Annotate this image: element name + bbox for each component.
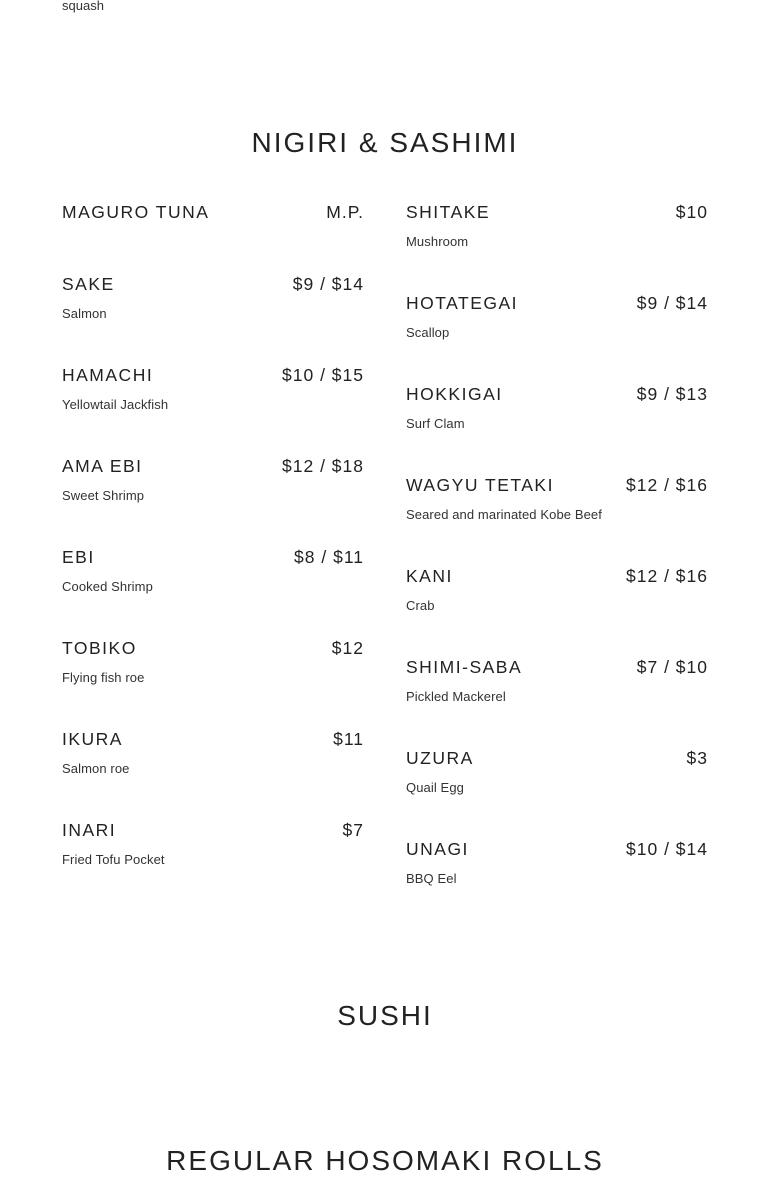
item-name: MAGURO TUNA	[62, 202, 210, 222]
item-name: WAGYU TETAKI	[406, 475, 554, 495]
item-name: UZURA	[406, 748, 474, 768]
section-title-sushi: SUSHI	[337, 1000, 433, 1031]
item-description: Scallop	[406, 325, 450, 340]
item-price: $12 / $16	[626, 566, 708, 586]
menu-column-right	[406, 202, 708, 930]
item-price: $12 / $18	[282, 456, 364, 476]
item-description: Cooked Shrimp	[62, 579, 153, 594]
item-price: $9 / $13	[636, 384, 708, 404]
menu-item	[406, 748, 708, 839]
item-description: Crab	[406, 598, 435, 613]
item-description: Salmon roe	[62, 761, 130, 776]
item-description: Seared and marinated Kobe Beef	[406, 507, 602, 522]
item-description: Quail Egg	[406, 780, 464, 795]
menu-item	[406, 293, 708, 384]
item-name: AMA EBI	[62, 456, 143, 476]
section-title-hosomaki: REGULAR HOSOMAKI ROLLS	[166, 1145, 604, 1176]
item-description: Sweet Shrimp	[62, 488, 145, 503]
item-name: HOTATEGAI	[406, 293, 519, 313]
item-price: M.P.	[326, 202, 364, 222]
item-name: TOBIKO	[62, 638, 137, 658]
item-description: Yellowtail Jackfish	[62, 397, 169, 412]
item-price: $10 / $14	[626, 839, 708, 859]
item-description: Pickled Mackerel	[406, 689, 506, 704]
item-price: $12 / $16	[626, 475, 708, 495]
item-price: $12	[331, 638, 364, 658]
item-price: $10	[675, 202, 708, 222]
item-description: Fried Tofu Pocket	[62, 852, 165, 867]
menu-item	[406, 384, 708, 475]
menu-item	[406, 475, 708, 566]
item-name: HAMACHI	[62, 365, 154, 385]
menu-item	[62, 547, 364, 638]
item-name: KANI	[406, 566, 453, 586]
menu-item	[62, 274, 364, 365]
item-price: $11	[333, 729, 364, 749]
item-price: $9 / $14	[292, 274, 364, 294]
menu-item	[62, 202, 364, 274]
item-name: HOKKIGAI	[406, 384, 503, 404]
menu-item	[62, 365, 364, 456]
menu-item	[62, 638, 364, 729]
item-price: $8 / $11	[294, 547, 364, 567]
item-description: Flying fish roe	[62, 670, 145, 685]
item-description: Mushroom	[406, 234, 469, 249]
menu-item	[406, 566, 708, 657]
item-name: INARI	[62, 820, 117, 840]
menu-item	[62, 820, 364, 911]
item-description: Salmon	[62, 306, 107, 321]
menu-item	[406, 202, 708, 293]
item-name: SHIMI-SABA	[406, 657, 523, 677]
item-description: BBQ Eel	[406, 871, 457, 886]
item-price: $7 / $10	[636, 657, 708, 677]
item-price: $9 / $14	[636, 293, 708, 313]
item-price: $3	[686, 748, 708, 768]
item-name: SAKE	[62, 274, 115, 294]
menu-item	[62, 456, 364, 547]
item-name: SHITAKE	[406, 202, 491, 222]
menu-item	[406, 657, 708, 748]
previous-item-description: squash	[62, 0, 104, 13]
item-description: Surf Clam	[406, 416, 465, 431]
item-name: IKURA	[62, 729, 123, 749]
section-title-nigiri-sashimi: NIGIRI & SASHIMI	[251, 127, 519, 158]
menu-item	[62, 729, 364, 820]
item-name: EBI	[62, 547, 95, 567]
menu-item	[406, 839, 708, 930]
item-price: $10 / $15	[282, 365, 364, 385]
item-name: UNAGI	[406, 839, 469, 859]
menu-column-left	[62, 202, 364, 911]
item-price: $7	[342, 820, 364, 840]
